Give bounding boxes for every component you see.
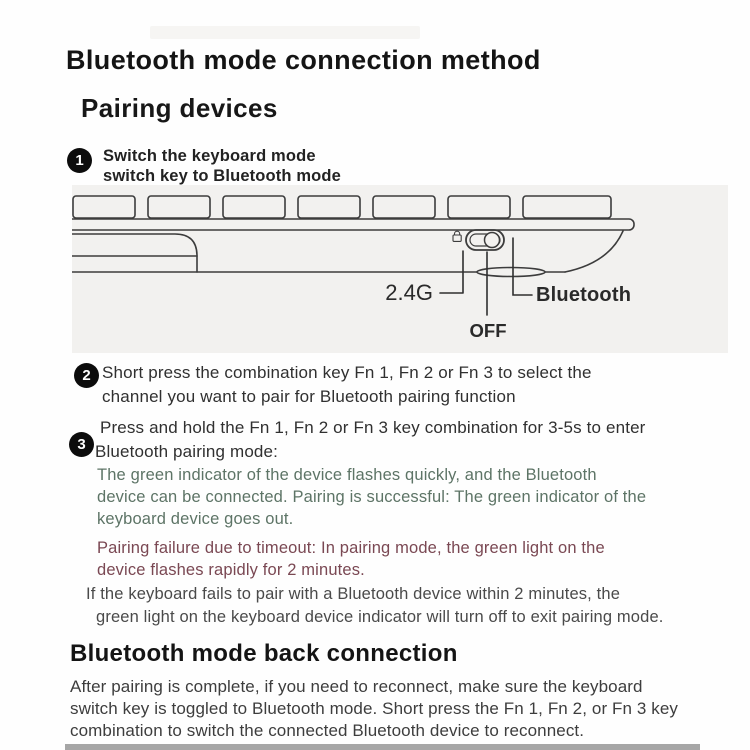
- back-connection-line-1: After pairing is complete, if you need to reconnect, make sure the keyboard: [70, 677, 643, 696]
- pairing-timeout-note-line-1: If the keyboard fails to pair with a Bluetooth device within 2 minutes, the: [86, 585, 621, 603]
- lock-icon: [453, 231, 461, 241]
- diagram-label-bluetooth: Bluetooth: [536, 284, 632, 306]
- mode-switch-icon: [466, 230, 504, 250]
- top-edge-artifact: [150, 26, 420, 39]
- pairing-timeout-note-line-2: green light on the keyboard device indicator will turn off to exit pairing mode.: [96, 608, 664, 626]
- diagram-label-24g: 2.4G: [385, 280, 433, 305]
- keyboard-deck: [72, 219, 634, 230]
- keyboard-diagram-panel: [72, 185, 728, 353]
- next-image-edge: [65, 744, 700, 750]
- pairing-success-note-line-1: The green indicator of the device flashes quickly, and the Bluetooth: [97, 466, 597, 484]
- step-3-number-badge: [69, 432, 94, 457]
- step-3-text-line-2: Bluetooth pairing mode:: [95, 442, 279, 461]
- keycaps: [73, 196, 611, 218]
- step-2-number-badge: [74, 363, 99, 388]
- step-1-text-line-1: Switch the keyboard mode: [103, 147, 316, 165]
- keyboard-side-view-drawing: [72, 185, 728, 353]
- step-1-text-line-2: switch key to Bluetooth mode: [103, 167, 341, 185]
- pairing-success-note-line-2: device can be connected. Pairing is successful: The green indicator of the: [97, 488, 647, 506]
- step-2-text-line-2: channel you want to pair for Bluetooth pairing function: [102, 387, 516, 406]
- section-title-back-connection: Bluetooth mode back connection: [70, 640, 458, 667]
- section-title-pairing-devices: Pairing devices: [81, 93, 278, 123]
- callout-line-bluetooth: [513, 238, 532, 295]
- step-3-number: 3: [77, 436, 86, 453]
- diagram-label-off: OFF: [469, 320, 507, 341]
- page-title: Bluetooth mode connection method: [66, 45, 541, 75]
- pairing-success-note-line-3: keyboard device goes out.: [97, 510, 294, 528]
- step-2-text-line-1: Short press the combination key Fn 1, Fn 2 or Fn 3 to select the: [102, 363, 592, 382]
- back-connection-line-3: combination to switch the connected Bluetooth device to reconnect.: [70, 721, 585, 740]
- pairing-failure-note-line-1: Pairing failure due to timeout: In pairing mode, the green light on the: [97, 539, 605, 557]
- step-2-number: 2: [82, 367, 91, 384]
- back-connection-line-2: switch key is toggled to Bluetooth mode. Short press the Fn 1, Fn 2, or Fn 3 key: [70, 699, 679, 718]
- step-1-number: 1: [75, 152, 84, 169]
- step-3-text-line-1: Press and hold the Fn 1, Fn 2 or Fn 3 key combination for 3-5s to enter: [100, 418, 646, 437]
- step-1-number-badge: [67, 148, 92, 173]
- keyboard-body: [72, 231, 623, 277]
- pairing-failure-note-line-2: device flashes rapidly for 2 minutes.: [97, 561, 365, 579]
